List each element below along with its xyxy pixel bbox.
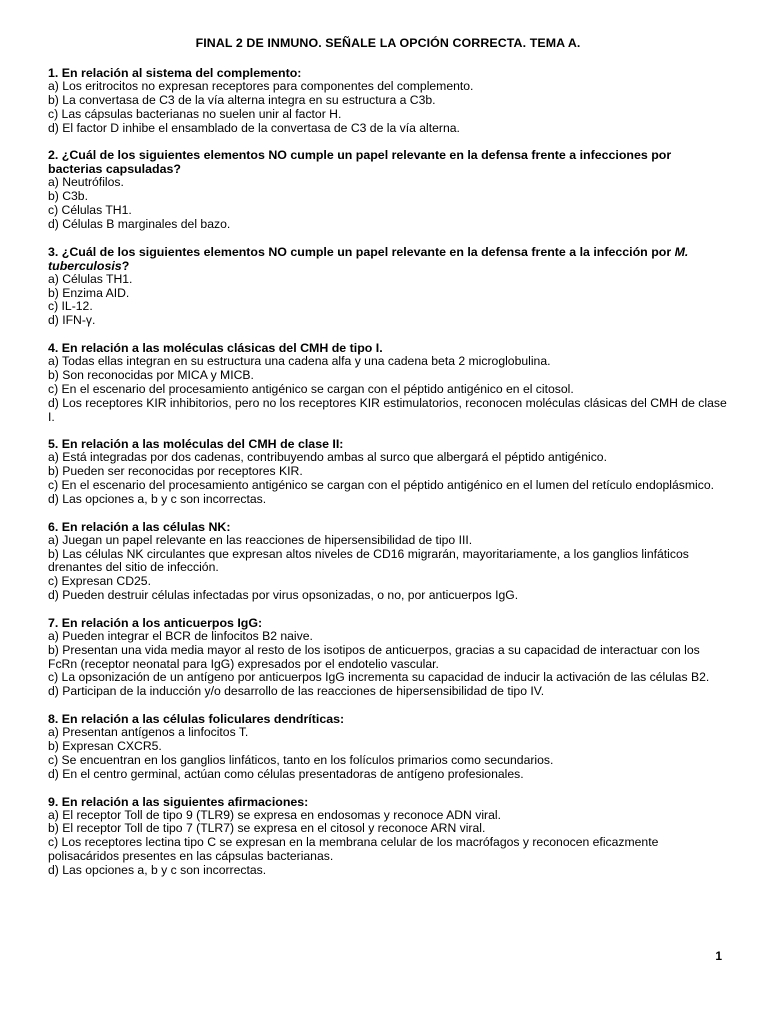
option-c: c) La opsonización de un antígeno por anticuerpos IgG incrementa su capacidad de inducir la activación de las células B2. <box>48 670 710 685</box>
question-2 <box>48 148 728 231</box>
option-a: a) El receptor Toll de tipo 9 (TLR9) se expresa en endosomas y reconoce ADN viral. <box>48 807 501 822</box>
option-b: b) Presentan una vida media mayor al resto de los isotipos de anticuerpos, gracias a su capacidad de interactuar con los FcRn (receptor neonatal para IgG) expresados por el endotelio vascular. <box>48 642 700 671</box>
question-text-end: ? <box>121 258 130 273</box>
option-b: b) Expresan CXCR5. <box>48 739 162 753</box>
option-a: a) Está integradas por dos cadenas, contribuyendo ambas al surco que albergará el péptido antigénico. <box>48 450 607 465</box>
options-list <box>48 630 728 699</box>
question-text: 9. En relación a las siguientes afirmaciones: <box>48 794 309 809</box>
question-text <box>48 245 728 273</box>
option-d: d) IFN-γ. <box>48 313 96 328</box>
options-list <box>48 534 728 603</box>
option-b: b) La convertasa de C3 de la vía alterna integra en su estructura a C3b. <box>48 92 436 107</box>
option-d: d) Células B marginales del bazo. <box>48 216 231 231</box>
option-c: c) Se encuentran en los ganglios linfáticos, tanto en los folículos primarios como secundarios. <box>48 752 554 767</box>
options-list <box>48 273 728 328</box>
question-9 <box>48 795 728 878</box>
option-b: b) Son reconocidas por MICA y MICB. <box>48 367 254 382</box>
question-text-main: 3. ¿Cuál de los siguientes elementos NO cumple un papel relevante en la defensa frente a la infección por <box>48 244 675 259</box>
options-list <box>48 451 728 506</box>
options-list <box>48 355 728 424</box>
option-a: a) Todas ellas integran en su estructura una cadena alfa y una cadena beta 2 microglobulina. <box>48 354 551 369</box>
option-a: a) Células TH1. <box>48 271 133 286</box>
question-text: 2. ¿Cuál de los siguientes elementos NO cumple un papel relevante en la defensa frente a infecciones por bacterias capsuladas? <box>48 148 672 177</box>
question-text: 1. En relación al sistema del complemento: <box>48 66 302 80</box>
option-d: d) Las opciones a, b y c son incorrectas. <box>48 862 267 877</box>
option-c: c) En el escenario del procesamiento antigénico se cargan con el péptido antigénico en el citosol. <box>48 381 574 396</box>
question-6 <box>48 520 728 603</box>
question-7 <box>48 616 728 699</box>
question-text: 4. En relación a las moléculas clásicas del CMH de tipo I. <box>48 341 383 356</box>
option-c: c) IL-12. <box>48 299 93 314</box>
options-list <box>48 176 728 231</box>
option-c: c) Las cápsulas bacterianas no suelen unir al factor H. <box>48 106 342 121</box>
question-1 <box>48 66 728 135</box>
option-c: c) En el escenario del procesamiento antigénico se cargan con el péptido antigénico en el lumen del retículo endoplásmico. <box>48 478 714 493</box>
option-b: b) El receptor Toll de tipo 7 (TLR7) se expresa en el citosol y reconoce ARN viral. <box>48 821 486 836</box>
option-c: c) Expresan CD25. <box>48 574 151 589</box>
option-b: b) Las células NK circulantes que expresan altos niveles de CD16 migrarán, mayoritariamente, a los ganglios linfáticos drenantes del sitio de infección. <box>48 546 689 575</box>
option-a: a) Los eritrocitos no expresan receptores para componentes del complemento. <box>48 79 474 93</box>
option-b: b) C3b. <box>48 189 88 204</box>
question-5 <box>48 437 728 506</box>
question-4 <box>48 341 728 424</box>
question-text: 5. En relación a las moléculas del CMH de clase II: <box>48 437 344 452</box>
question-text-organism: M. tuberculosis <box>48 244 689 273</box>
option-d: d) En el centro germinal, actúan como células presentadoras de antígeno profesionales. <box>48 766 524 781</box>
option-d: d) Participan de la inducción y/o desarrollo de las reacciones de hipersensibilidad de tipo IV. <box>48 684 545 699</box>
options-list <box>48 80 728 135</box>
page-number: 1 <box>715 949 722 963</box>
question-3 <box>48 245 728 328</box>
question-text: 8. En relación a las células foliculares dendríticas: <box>48 712 345 727</box>
options-list <box>48 726 728 781</box>
option-a: a) Pueden integrar el BCR de linfocitos B2 naive. <box>48 628 313 643</box>
option-a: a) Juegan un papel relevante en las reacciones de hipersensibilidad de tipo III. <box>48 532 473 547</box>
option-a: a) Neutrófilos. <box>48 175 124 190</box>
option-d: d) Las opciones a, b y c son incorrectas. <box>48 491 267 506</box>
document-title: FINAL 2 DE INMUNO. SEÑALE LA OPCIÓN CORRECTA. TEMA A. <box>195 36 581 50</box>
question-text: 7. En relación a los anticuerpos IgG: <box>48 615 263 630</box>
option-d: d) El factor D inhibe el ensamblado de la convertasa de C3 de la vía alterna. <box>48 120 460 135</box>
question-text: 6. En relación a las células NK: <box>48 519 231 534</box>
question-8 <box>48 712 728 781</box>
exam-page <box>48 36 728 891</box>
option-b: b) Enzima AID. <box>48 285 130 300</box>
options-list <box>48 809 728 878</box>
option-c: c) Los receptores lectina tipo C se expresan en la membrana celular de los macrófagos y reconocen eficazmente polisacáridos presentes en las cápsulas bacterianas. <box>48 835 659 864</box>
option-a: a) Presentan antígenos a linfocitos T. <box>48 725 249 740</box>
option-d: d) Pueden destruir células infectadas por virus opsonizadas, o no, por anticuerpos IgG. <box>48 588 519 603</box>
option-d: d) Los receptores KIR inhibitorios, pero no los receptores KIR estimulatorios, reconocen moléculas clásicas del CMH de clase I. <box>48 395 727 424</box>
option-c: c) Células TH1. <box>48 203 132 218</box>
option-b: b) Pueden ser reconocidas por receptores KIR. <box>48 464 303 479</box>
